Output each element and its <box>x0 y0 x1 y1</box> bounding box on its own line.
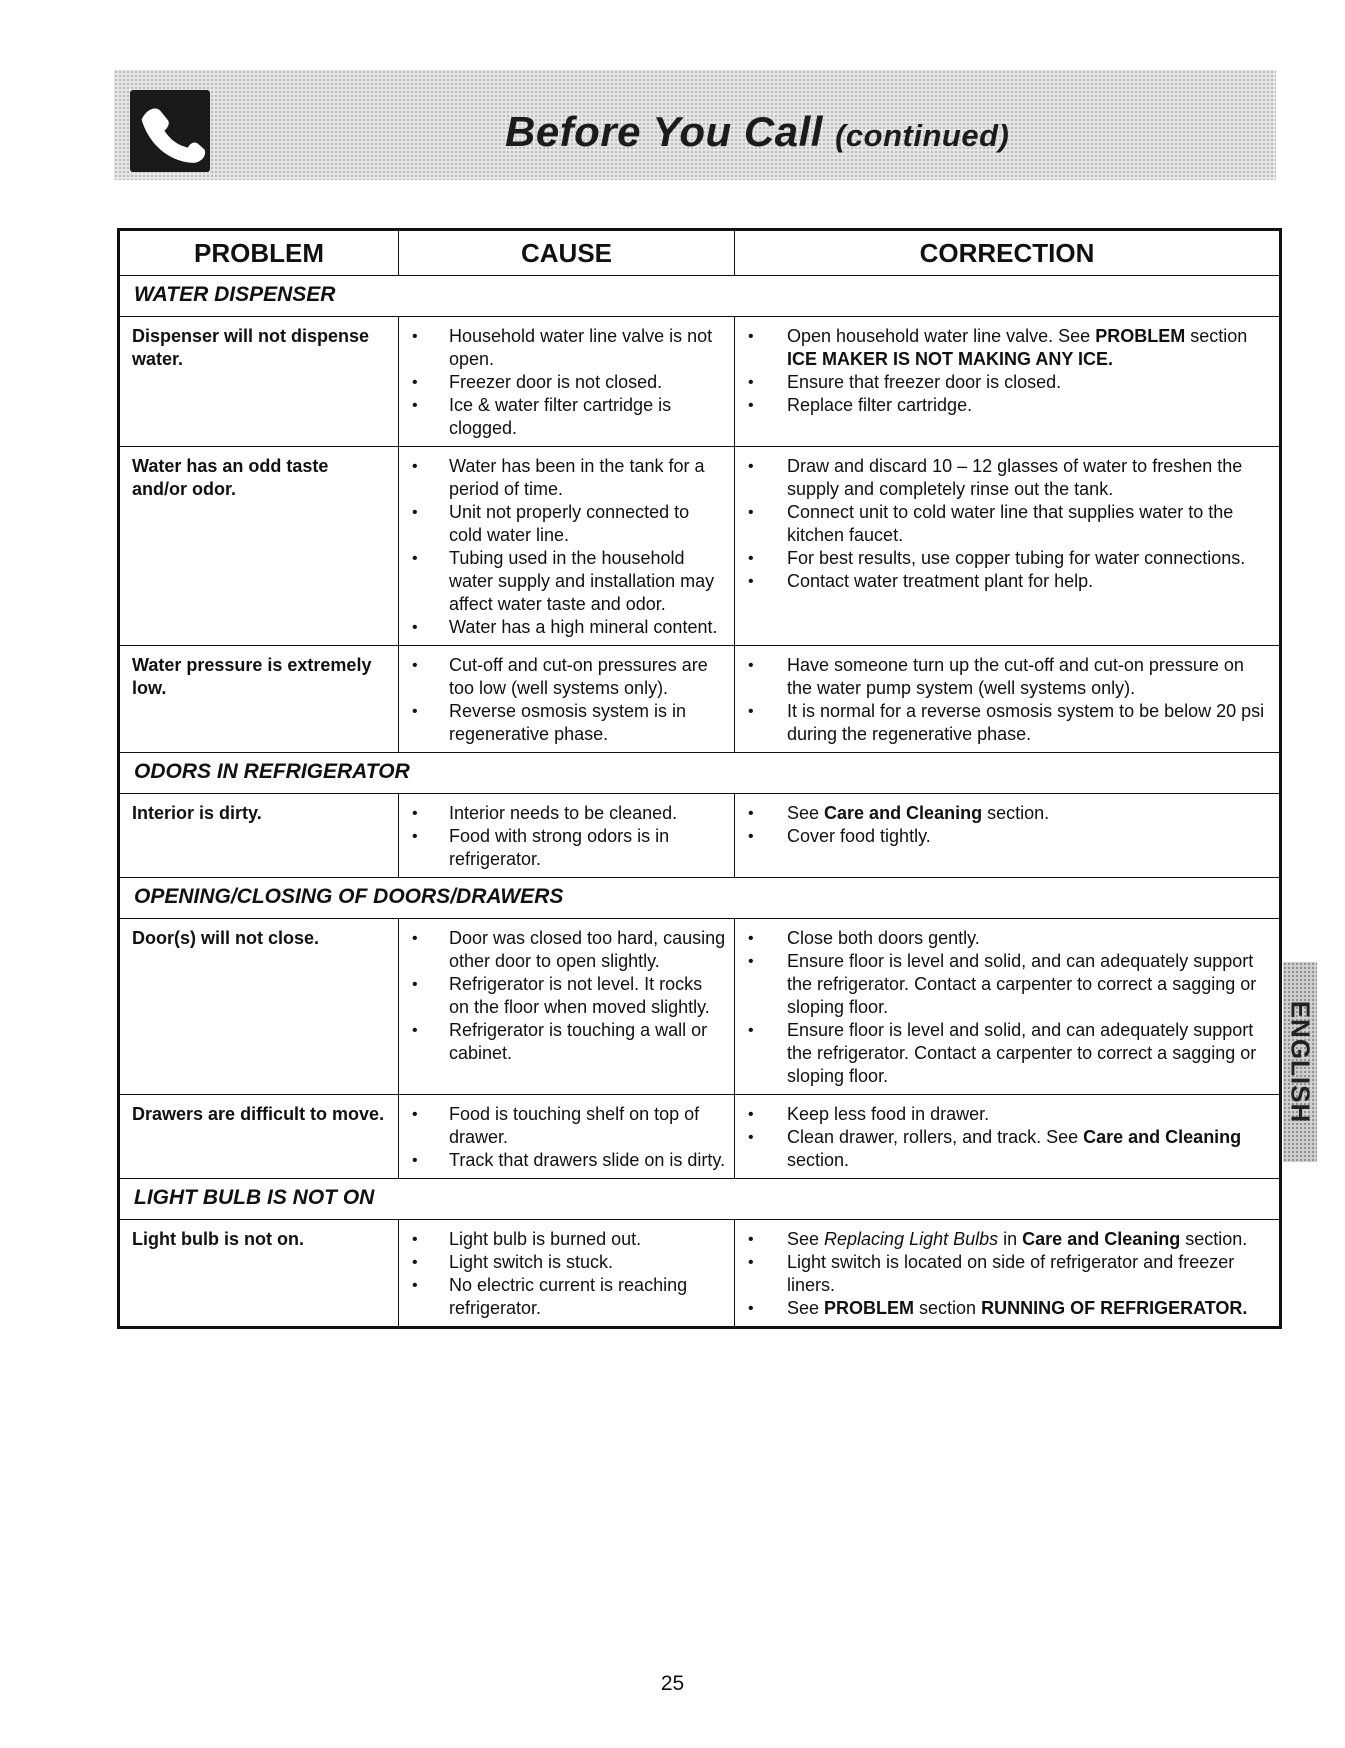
cause-cell <box>399 447 735 646</box>
correction-item: • Keep less food in drawer. <box>735 1103 1271 1126</box>
correction-item: • Draw and discard 10 – 12 glasses of water to freshen the supply and completely rinse out the tank. <box>735 455 1271 501</box>
correction-list <box>735 1095 1279 1178</box>
correction-item: • Cover food tightly. <box>735 825 1271 848</box>
correction-item: • See Care and Cleaning section. <box>735 802 1271 825</box>
table-row <box>119 919 1281 1095</box>
troubleshooting-table <box>117 228 1282 1329</box>
problem-cell: Drawers are difficult to move. <box>119 1095 399 1179</box>
cause-item: • Unit not properly connected to cold water line. <box>399 501 726 547</box>
cause-item: • Reverse osmosis system is in regenerative phase. <box>399 700 726 746</box>
section-header-row <box>119 753 1281 794</box>
table-header-row <box>119 230 1281 276</box>
page-number: 25 <box>660 1672 685 1695</box>
correction-cell <box>735 646 1281 753</box>
cause-cell <box>399 646 735 753</box>
cause-item: • Household water line valve is not open. <box>399 325 726 371</box>
correction-list <box>735 794 1279 854</box>
table-row <box>119 317 1281 447</box>
cause-item: • Ice & water filter cartridge is clogged. <box>399 394 726 440</box>
correction-item: • It is normal for a reverse osmosis system to be below 20 psi during the regenerative phase. <box>735 700 1271 746</box>
cause-item: • Track that drawers slide on is dirty. <box>399 1149 726 1172</box>
correction-list <box>735 646 1279 752</box>
section-header-row <box>119 1179 1281 1220</box>
language-tab-label: ENGLISH <box>1285 1000 1316 1124</box>
correction-item: • Replace filter cartridge. <box>735 394 1271 417</box>
table-row <box>119 447 1281 646</box>
cause-list <box>399 1095 734 1178</box>
correction-item: • Open household water line valve. See PROBLEM section ICE MAKER IS NOT MAKING ANY ICE. <box>735 325 1271 371</box>
correction-item: • Clean drawer, rollers, and track. See Care and Cleaning section. <box>735 1126 1271 1172</box>
cause-cell <box>399 794 735 878</box>
cause-list <box>399 447 734 645</box>
problem-cell: Water pressure is extremely low. <box>119 646 399 753</box>
problem-cell: Dispenser will not dispense water. <box>119 317 399 447</box>
language-tab <box>1283 962 1317 1162</box>
correction-item: • Ensure floor is level and solid, and can adequately support the refrigerator. Contact a carpenter to correct a sagging or sloping floor. <box>735 1019 1271 1088</box>
cause-item: • Water has a high mineral content. <box>399 616 726 639</box>
table-row <box>119 794 1281 878</box>
correction-item: • Ensure that freezer door is closed. <box>735 371 1271 394</box>
cause-list <box>399 317 734 446</box>
section-title: WATER DISPENSER <box>119 276 1281 317</box>
header-cause: CAUSE <box>399 230 735 276</box>
correction-cell <box>735 447 1281 646</box>
cause-item: • Refrigerator is touching a wall or cabinet. <box>399 1019 726 1065</box>
table-row <box>119 1095 1281 1179</box>
correction-item: • Ensure floor is level and solid, and can adequately support the refrigerator. Contact a carpenter to correct a sagging or sloping floor. <box>735 950 1271 1019</box>
correction-item: • Have someone turn up the cut-off and cut-on pressure on the water pump system (well systems only). <box>735 654 1271 700</box>
correction-cell <box>735 794 1281 878</box>
section-header-row <box>119 276 1281 317</box>
section-title: LIGHT BULB IS NOT ON <box>119 1179 1281 1220</box>
cause-cell <box>399 1095 735 1179</box>
problem-cell: Light bulb is not on. <box>119 1220 399 1328</box>
cause-item: • No electric current is reaching refrigerator. <box>399 1274 726 1320</box>
correction-item: • See Replacing Light Bulbs in Care and Cleaning section. <box>735 1228 1271 1251</box>
correction-cell <box>735 1095 1281 1179</box>
cause-item: • Freezer door is not closed. <box>399 371 726 394</box>
correction-item: • Connect unit to cold water line that supplies water to the kitchen faucet. <box>735 501 1271 547</box>
page-title <box>505 108 1009 156</box>
correction-item: • Contact water treatment plant for help. <box>735 570 1271 593</box>
cause-cell <box>399 919 735 1095</box>
correction-cell <box>735 1220 1281 1328</box>
table-body <box>119 276 1281 1328</box>
cause-item: • Cut-off and cut-on pressures are too low (well systems only). <box>399 654 726 700</box>
correction-item: • Close both doors gently. <box>735 927 1271 950</box>
cause-item: • Interior needs to be cleaned. <box>399 802 726 825</box>
cause-cell <box>399 317 735 447</box>
correction-cell <box>735 919 1281 1095</box>
cause-list <box>399 794 734 877</box>
correction-list <box>735 447 1279 599</box>
phone-handset-icon <box>130 90 210 172</box>
cause-item: • Light bulb is burned out. <box>399 1228 726 1251</box>
section-header-row <box>119 878 1281 919</box>
page-title-suffix: (continued) <box>835 118 1010 153</box>
correction-item: • Light switch is located on side of refrigerator and freezer liners. <box>735 1251 1271 1297</box>
correction-item: • See PROBLEM section RUNNING OF REFRIGERATOR. <box>735 1297 1271 1320</box>
cause-item: • Food with strong odors is in refrigerator. <box>399 825 726 871</box>
section-title: OPENING/CLOSING OF DOORS/DRAWERS <box>119 878 1281 919</box>
cause-item: • Light switch is stuck. <box>399 1251 726 1274</box>
table-row <box>119 1220 1281 1328</box>
section-title: ODORS IN REFRIGERATOR <box>119 753 1281 794</box>
correction-list <box>735 1220 1279 1326</box>
correction-list <box>735 317 1279 423</box>
cause-list <box>399 1220 734 1326</box>
cause-list <box>399 919 734 1071</box>
cause-item: • Door was closed too hard, causing other door to open slightly. <box>399 927 726 973</box>
cause-cell <box>399 1220 735 1328</box>
correction-cell <box>735 317 1281 447</box>
cause-item: • Tubing used in the household water supply and installation may affect water taste and odor. <box>399 547 726 616</box>
cause-item: • Water has been in the tank for a period of time. <box>399 455 726 501</box>
cause-list <box>399 646 734 752</box>
table-row <box>119 646 1281 753</box>
cause-item: • Refrigerator is not level. It rocks on the floor when moved slightly. <box>399 973 726 1019</box>
cause-item: • Food is touching shelf on top of drawer. <box>399 1103 726 1149</box>
header-correction: CORRECTION <box>735 230 1281 276</box>
header-problem: PROBLEM <box>119 230 399 276</box>
correction-item: • For best results, use copper tubing for water connections. <box>735 547 1271 570</box>
correction-list <box>735 919 1279 1094</box>
page-title-main: Before You Call <box>505 108 823 155</box>
problem-cell: Interior is dirty. <box>119 794 399 878</box>
problem-cell: Water has an odd taste and/or odor. <box>119 447 399 646</box>
problem-cell: Door(s) will not close. <box>119 919 399 1095</box>
